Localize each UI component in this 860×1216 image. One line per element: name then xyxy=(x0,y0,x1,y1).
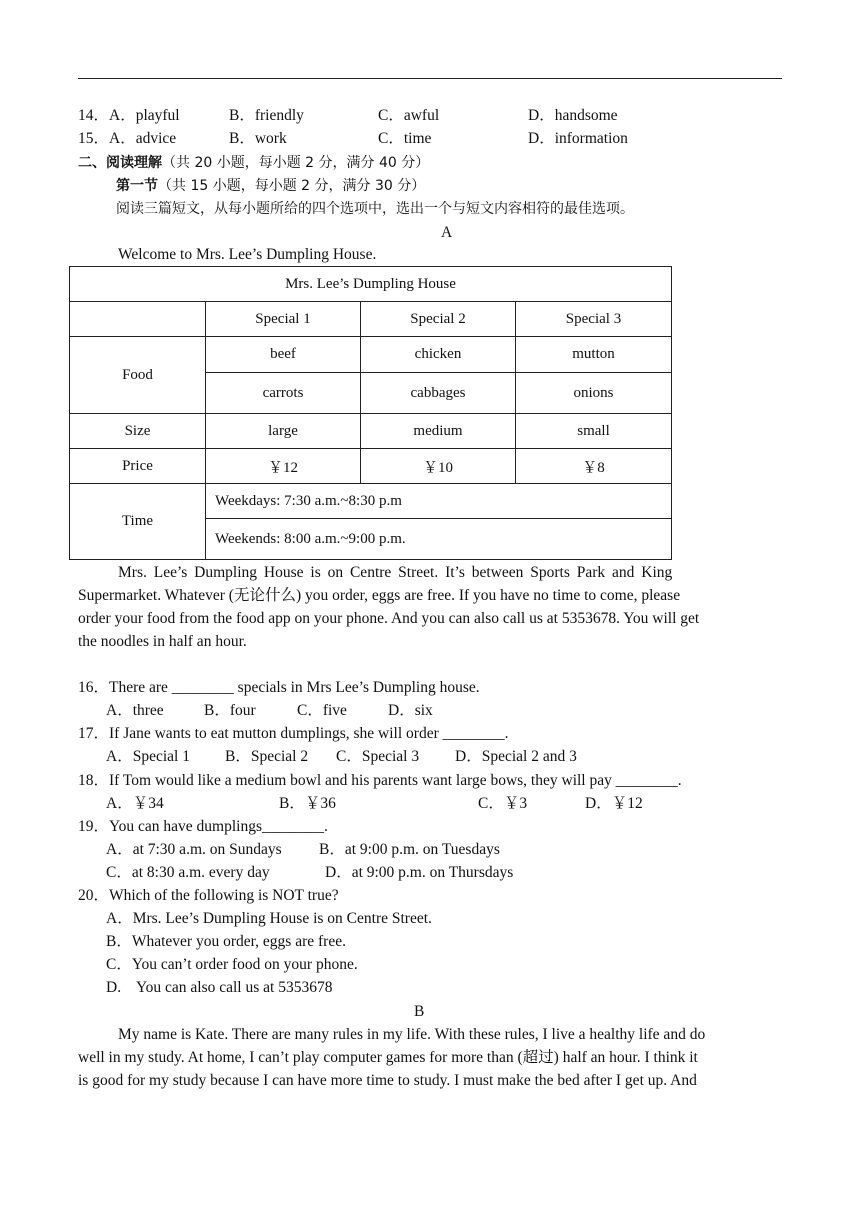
q17-option-c: C．Special 3 xyxy=(336,748,420,765)
table-corner-cell xyxy=(70,302,206,337)
food-special-3-meat: mutton xyxy=(516,337,672,373)
q15-option-c: C．time xyxy=(378,130,432,147)
q14-number: 14． xyxy=(78,107,110,124)
food-special-2-meat: chicken xyxy=(361,337,516,373)
passage-a-letter: A xyxy=(441,224,453,241)
time-label: Time xyxy=(70,484,206,560)
q20-option-d: D. You can also call us at 5353678 xyxy=(106,979,333,996)
header-rule xyxy=(78,78,782,79)
q20-option-b: B．Whatever you order, eggs are free. xyxy=(106,933,346,950)
q14-option-a: A．playful xyxy=(109,107,180,124)
q18-option-d: D．￥12 xyxy=(585,795,643,812)
size-special-1: large xyxy=(206,414,361,449)
passage-b-letter: B xyxy=(414,1003,425,1020)
part-1-note: （共 15 小题，每小题 2 分，满分 30 分） xyxy=(158,178,426,194)
q17-option-b: B．Special 2 xyxy=(225,748,309,765)
q19-stem: 19．You can have dumplings________. xyxy=(78,818,328,835)
food-special-1-veg: carrots xyxy=(206,373,361,414)
passage-a-line-3: order your food from the food app on your phone. And you can also call us at 5353678. You will get xyxy=(78,610,700,627)
passage-b-line-3: is good for my study because I can have more time to study. I must make the bed after I get up. And xyxy=(78,1072,697,1089)
part-1-heading xyxy=(116,175,425,197)
table-title: Mrs. Lee’s Dumpling House xyxy=(70,267,672,302)
q16-option-d: D．six xyxy=(388,702,433,719)
price-label: Price xyxy=(70,449,206,484)
q16-stem: 16．There are ________ specials in Mrs Lee’s Dumpling house. xyxy=(78,679,480,696)
q19-option-a: A．at 7:30 a.m. on Sundays xyxy=(106,841,282,858)
size-special-2: medium xyxy=(361,414,516,449)
passage-a-line-2: Supermarket. Whatever (无论什么) you order, eggs are free. If you have no time to come, please xyxy=(78,587,681,604)
q17-option-a: A．Special 1 xyxy=(106,748,190,765)
section-2-heading xyxy=(78,152,429,174)
q14-option-d: D．handsome xyxy=(528,107,618,124)
header-special-2: Special 2 xyxy=(361,302,516,337)
size-label: Size xyxy=(70,414,206,449)
header-special-3: Special 3 xyxy=(516,302,672,337)
q16-option-c: C．five xyxy=(297,702,347,719)
q20-option-c: C．You can’t order food on your phone. xyxy=(106,956,358,973)
q15-option-b: B．work xyxy=(229,130,287,147)
q19-option-c: C．at 8:30 a.m. every day xyxy=(106,864,270,881)
passage-a-intro: Welcome to Mrs. Lee’s Dumpling House. xyxy=(118,246,377,263)
price-special-2: ￥10 xyxy=(361,449,516,484)
question-15 xyxy=(78,128,176,150)
price-special-3: ￥8 xyxy=(516,449,672,484)
q14-option-c: C．awful xyxy=(378,107,440,124)
q18-option-c: C．￥3 xyxy=(478,795,528,812)
section-2-title: 二、阅读理解 xyxy=(78,155,162,171)
size-special-3: small xyxy=(516,414,672,449)
q16-option-b: B．four xyxy=(204,702,256,719)
q16-option-a: A．three xyxy=(106,702,164,719)
q18-stem: 18．If Tom would like a medium bowl and his parents want large bows, they will pay ________. xyxy=(78,772,682,789)
question-14 xyxy=(78,105,180,127)
weekdays-hours: Weekdays: 7:30 a.m.~8:30 p.m xyxy=(206,484,672,519)
q19-option-d: D．at 9:00 p.m. on Thursdays xyxy=(325,864,514,881)
q14-option-b: B．friendly xyxy=(229,107,304,124)
q15-option-d: D．information xyxy=(528,130,628,147)
q19-option-b: B．at 9:00 p.m. on Tuesdays xyxy=(319,841,500,858)
price-special-1: ￥12 xyxy=(206,449,361,484)
food-special-3-veg: onions xyxy=(516,373,672,414)
q20-option-a: A．Mrs. Lee’s Dumpling House is on Centre Street. xyxy=(106,910,432,927)
q20-stem: 20．Which of the following is NOT true? xyxy=(78,887,339,904)
passage-b-line-2: well in my study. At home, I can’t play computer games for more than (超过) half an hour. I think it xyxy=(78,1049,698,1066)
passage-a-line-1: Mrs. Lee’s Dumpling House is on Centre Street. It’s between Sports Park and King xyxy=(118,564,673,581)
menu-table xyxy=(69,266,672,560)
instruction: 阅读三篇短文，从每小题所给的四个选项中，选出一个与短文内容相符的最佳选项。 xyxy=(116,201,634,217)
weekends-hours: Weekends: 8:00 a.m.~9:00 p.m. xyxy=(206,519,672,560)
q15-option-a: A．advice xyxy=(109,130,177,147)
section-2-note: （共 20 小题，每小题 2 分，满分 40 分） xyxy=(162,155,430,171)
q17-option-d: D．Special 2 and 3 xyxy=(455,748,577,765)
q17-stem: 17．If Jane wants to eat mutton dumplings, she will order ________. xyxy=(78,725,509,742)
q18-option-b: B．￥36 xyxy=(279,795,336,812)
passage-b-line-1: My name is Kate. There are many rules in my life. With these rules, I live a healthy life and do xyxy=(118,1026,706,1043)
header-special-1: Special 1 xyxy=(206,302,361,337)
q18-option-a: A．￥34 xyxy=(106,795,164,812)
q15-number: 15． xyxy=(78,130,110,147)
food-label: Food xyxy=(70,337,206,414)
part-1-title: 第一节 xyxy=(116,178,158,194)
passage-a-line-4: the noodles in half an hour. xyxy=(78,633,247,650)
food-special-1-meat: beef xyxy=(206,337,361,373)
food-special-2-veg: cabbages xyxy=(361,373,516,414)
